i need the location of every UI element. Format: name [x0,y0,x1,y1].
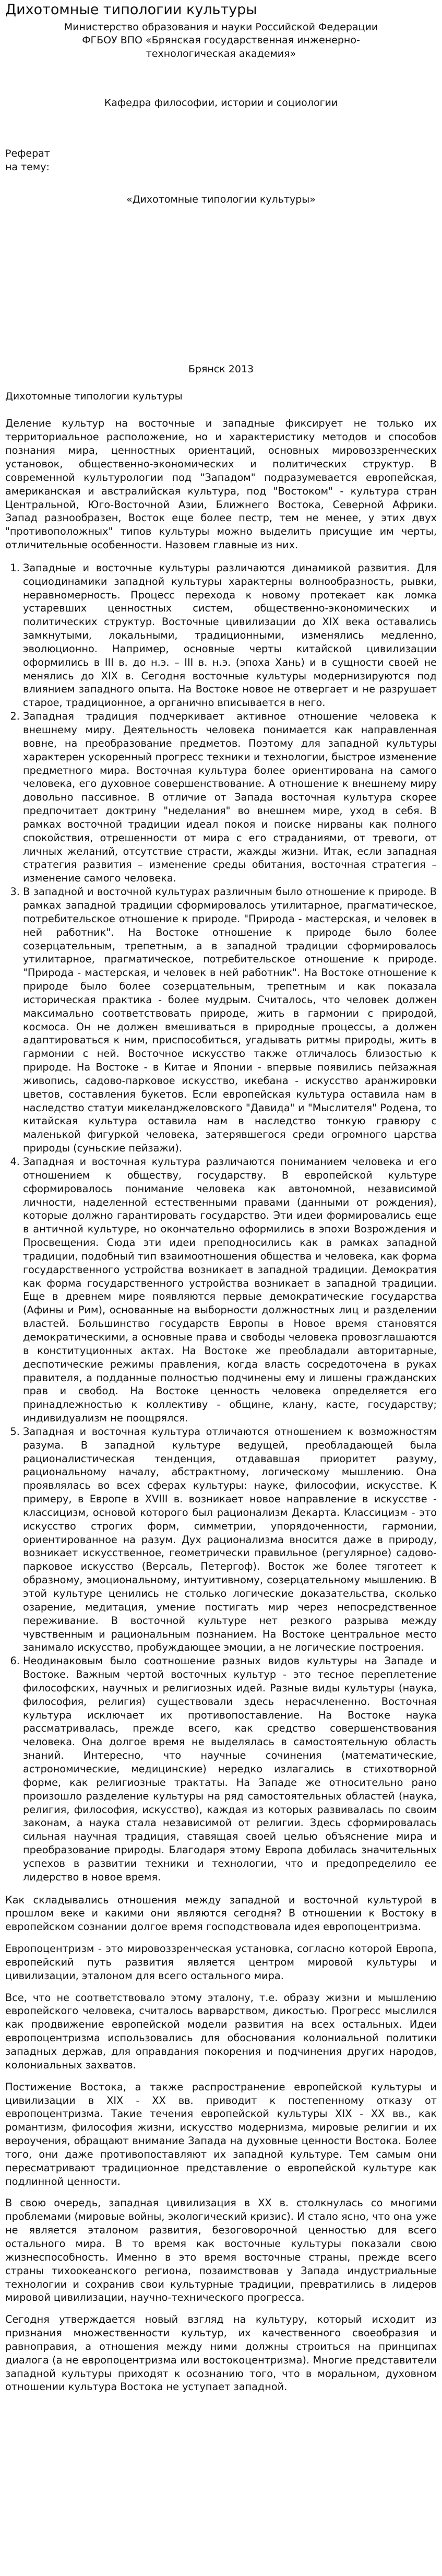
section-title: Дихотомные типологии культуры [5,390,183,402]
intro-paragraph: Деление культур на восточные и западные фиксирует не только их территориальное расположение, но и характеристику методов и способов познания мира, ценностных ориентаций, основных мировоззренческих установок, общественно-экономических и политических структур. В современной культурологии под "Западом" подразумевается европейская, американская и австралийская культура, под "Востоком" - культура стран Центральной, Юго-Восточной Азии, Ближнего Востока, Северной Африки. Запад разнообразен, Восток еще более пестр, тем не менее, у этих двух "противоположных" типов культуры можно выделить присущие им черты, отличительные особенности. Назовем главные из них. [5,417,437,551]
body-paragraph: В свою очередь, западная цивилизация в XX в. столкнулась со многими проблемами (мировые войны, экологический кризис). И стало ясно, что она уже не является эталоном развития, безоговорочной ценностью для всего остального мира. В то время как восточные культуры показали свою жизнеспособность. Именно в это время восточные страны, прежде всего страны тихоокеанского региона, позаимствовав у Запада индустриальные технологии и сохранив свои культурные традиции, превратились в лидеров мировой цивилизации, научно-технического прогресса. [5,2197,437,2304]
body-paragraph: Европоцентризм - это мировоззренческая установка, согласно которой Европа, европейский путь развития является центром мировой культуры и цивилизации, эталоном для всего остального мира. [5,1943,437,1982]
list-item: 4. Западная и восточная культура различаются пониманием человека и его отношением к обществу, государству. В европейской культуре сформировалось понимание человека как автономной, независимой личности, наделенной естественными правами (данными от рождения), которые должно гарантировать государство. Эти идеи формировались еще в античной культуре, но окончательно оформились в эпохи Возрождения и Просвещения. Сюда эти идеи преподносились как в рамках западной традиции, подобный тип взаимоотношения общества и человека, как форма государственного устройства возникает в западной традиции. Демократия как форма государственного устройства возникает в западной традиции. Еще в древнем мире появляются первые демократические государства (Афины и Рим), основанные на выборности должностных лиц и разделении властей. Большинство государств Европы в Новое время становятся демократическими, а основные права и свободы человека провозглашаются в конституционных актах. На Востоке же преобладали авторитарные, деспотические режимы правления, когда власть сосредоточена в руках правителя, а подданные полностью подчинены ему и лишены гражданских прав и свобод. На Востоке ценность человека определяется его принадлежностью к коллективу - общине, клану, касте, государству; индивидуализм не поощрялся. [23,1155,437,1425]
city-year: Брянск 2013 [188,363,254,375]
topic-title: «Дихотомные типологии культуры» [126,193,316,205]
list-item: 5. Западная и восточная культура отличаются отношением к возможностям разума. В западной культуре ведущей, преобладающей была рационалистическая тенденция, отдававшая приоритет разуму, рациональному началу, абстрактному, логическому мышлению. Она проявлялась во всех сферах культуры: науке, философии, искусстве. К примеру, в Европе в XVIII в. возникает новое направление в искусстве - классицизм, основой которого был рационализм Декарта. Классицизм - это искусство строгих форм, симметрии, упорядоченности, гармонии, ориентированное на разум. Дух рационализма вносится даже в природу, возникает искусственное, геометрически правильное (регулярное) садово-парковое искусство (Версаль, Петергоф). Восток же более тяготеет к образному, эмоциональному, интуитивному, созерцательному мышлению. В этой культуре ценились не столько логические доказательства, сколько озарение, медитация, умение постигать мир через непосредственное переживание. В восточной культуре нет резкого разрыва между чувственным и рациональным познанием. На Востоке центральное место занимало искусство, пробуждающее эмоции, а не логические построения. [23,1425,437,1654]
department-name: Кафедра философии, истории и социологии [104,97,338,109]
referat-label: Реферат [5,148,50,160]
topic-label: на тему: [5,161,50,173]
university-name: ФГБОУ ВПО «Брянская государственная инженерно-технологическая академия» [82,34,360,60]
ministry-name: Министерство образования и науки Российской Федерации [64,21,378,33]
list-item: 1. Западные и восточные культуры различаются динамикой развития. Для социодинамики западной культуры характерны волнообразность, рывки, неравномерность. Процесс перехода к новому протекает как ломка устаревших ценностных систем, общественно-экономических и политических структур. Восточные цивилизации до XIX века оставались замкнутыми, локальными, традиционными, изменялись медленно, эволюционно. Например, основные черты китайской цивилизации оформились в III в. до н.э. – III в. н.э. (эпоха Хань) и в сущности своей не менялись до XIX в. Сегодня восточные культуры модернизируются под влиянием западного опыта. На Востоке новое не отвергает и не разрушает старое, традиционное, а органично вписывается в него. [23,561,437,710]
list-item: 3. В западной и восточной культурах различным было отношение к природе. В рамках западной традиции сформировалось утилитарное, прагматическое, потребительское отношение к природе. "Природа - мастерская, и человек в ней работник". На Востоке отношение к природе было более созерцательным, трепетным, а в западной традиции сформировалось утилитарное, прагматическое, потребительское отношение к природе. "Природа - мастерская, и человек в ней работник". На Востоке отношение к природе было более созерцательным, трепетным и как показала историческая практика - более мудрым. Считалось, что человек должен максимально соответствовать природе, жить в гармонии с природой, космоса. Он не должен вмешиваться в природные процессы, а должен адаптироваться к ним, приспособиться, угадывать ритмы природы, жить в гармонии с ней. Восточное искусство также отличалось близостью к природе. На Востоке - в Китае и Японии - впервые появились пейзажная живопись, садово-парковое искусство, икебана - искусство аранжировки цветов, составления букетов. Если европейская культура оставила нам в наследство статуи микеланджеловского "Давида" и "Мыслителя" Родена, то китайская культура оставила нам в наследство тонкую гравюру с маленькой фигуркой человека, затерявшегося среди огромного царства природы (суньские пейзажи). [23,885,437,1155]
body-paragraph: Сегодня утверждается новый взгляд на культуру, который исходит из признания множественности культур, их качественного своеобразия и равноправия, а отношения между ними должны строиться на принципах диалога (а не европоцентризма или востокоцентризма). Многие представители западной культуры приходят к осознанию того, что в моральном, духовном отношении культура Востока не уступает западной. [5,2313,437,2393]
list-item: 2. Западная традиция подчеркивает активное отношение человека к внешнему миру. Деятельность человека понимается как направленная вовне, на преобразование предметов. Поэтому для западной культуры характерен ускоренный прогресс техники и технологии, быстрое изменение предметного мира. Восточная культура более ориентирована на самого человека, его духовное совершенствование. А отношение к внешнему миру довольно пассивное. В отличие от Запада восточная культура скорее предпочитает доктрину "неделания" во внешнем мире, уход в себя. В рамках восточной традиции идеал покоя и поиске нирваны как полного спокойствия, отрешенности от мира с его страданиями, от тревоги, от личных желаний, отсутствие страсти, жажды жизни. Итак, если западная стратегия развития – изменение среды обитания, восточная стратегия – изменение самого человека. [23,710,437,885]
body-paragraph: Постижение Востока, а также распространение европейской культуры и цивилизации в XIX - XX вв. приводит к постепенному отказу от европоцентризма. Такие течения европейской культуры XIX - XX вв., как романтизм, философия жизни, искусство модернизма, мировые религии и их вероучения, обращают внимание Запада на духовные ценности Востока. Более того, они даже противопоставляют их западной культуре. Тем самым они пересматривают традиционное представление о европейской культуре как подлинной ценности. [5,2080,437,2187]
body-paragraph: Как складывались отношения между западной и восточной культурой в прошлом веке и какими они являются сегодня? В отношении к Востоку в европейском сознании долгое время господствовала идея европоцентризма. [5,1893,437,1933]
dichotomy-list [5,561,437,1884]
document-title: Дихотомные типологии культуры [5,2,257,18]
body-paragraph: Все, что не соответствовало этому эталону, т.е. образу жизни и мышлению европейского человека, считалось варварством, дикостью. Прогресс мыслился как продвижение европейской модели развития на всех остальных. Идеи европоцентризма использовались для обоснования колониальной политики западных держав, для оправдания покорения и подчинения других народов, колониальных захватов. [5,1991,437,2071]
list-item: 6. Неодинаковым было соотношение разных видов культуры на Западе и Востоке. Важным чертой восточных культур - это тесное переплетение философских, научных и религиозных идей. Разные виды культуры (наука, философия, религия) существовали здесь нерасчлененно. Восточная культура исключает их противопоставление. На Востоке наука рассматривалась, прежде всего, как средство совершенствования человека. Она долгое время не выделялась в самостоятельную область знаний. Интересно, что научные сочинения (математические, астрономические, медицинские) нередко излагались в стихотворной форме, как религиозные трактаты. На Западе же относительно рано произошло разделение культуры на ряд самостоятельных областей (наука, религия, философия, искусство), каждая из которых развивалась по своим законам, а наука стала независимой от религии. Здесь сформировалась сильная научная традиция, ставящая своей целью объяснение мира и преобразование природы. Благодаря этому Европа добилась значительных успехов в развитии техники и технологии, что и предопределило ее лидерство в новое время. [23,1654,437,1884]
